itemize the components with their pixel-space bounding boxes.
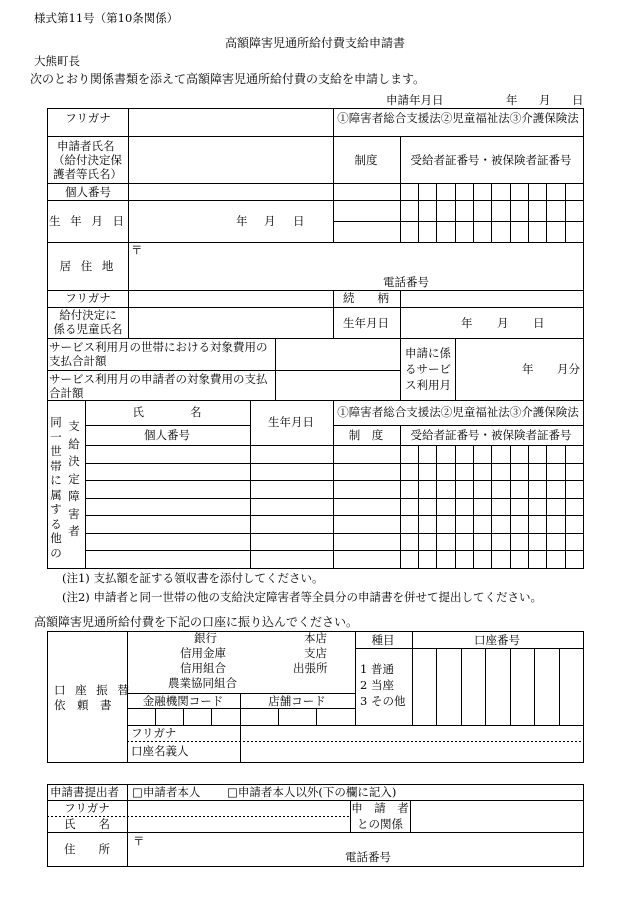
- submitter-option-other: □申請者本人以外(下の欄に記入): [227, 785, 397, 799]
- submitter-name-label: 氏 名: [64, 817, 110, 831]
- service-month-label-line3: ス利用月: [405, 378, 451, 392]
- household-personal-number-header: 個人番号: [144, 428, 190, 442]
- addressee: 大熊町長: [34, 54, 80, 68]
- submitter-phone-label: 電話番号: [345, 850, 391, 864]
- applicant-furigana-label: フリガナ: [65, 111, 111, 125]
- submitter-relation-label-line2: との関係: [357, 817, 403, 831]
- applicant-address-label: 居 住 地: [59, 259, 117, 273]
- application-date-day: 日: [572, 93, 584, 107]
- branch-code-label: 店舗コード: [268, 694, 326, 708]
- child-birth-month: 月: [497, 316, 509, 330]
- submitter-label: 申請書提出者: [50, 785, 119, 799]
- service-month-label-line2: るサービ: [405, 362, 451, 376]
- child-birth-day: 日: [533, 316, 545, 330]
- household-system-header: 制 度: [348, 428, 384, 442]
- child-relation-label: 続 柄: [343, 291, 389, 305]
- main-table-lines: [47, 108, 584, 569]
- submitter-furigana-label: フリガナ: [64, 801, 110, 815]
- branch-type-head-office: 本店: [304, 631, 327, 645]
- household-name-header: 氏 名: [132, 405, 202, 419]
- applicant-birth-day: 日: [293, 214, 305, 228]
- child-name-label-line2: 係る児童氏名: [53, 322, 123, 336]
- applicant-name-label-line3: 護者等氏名）: [53, 167, 122, 181]
- note-1: (注1) 支払額を証する領収書を添付してください。: [62, 571, 324, 585]
- applicant-total-label-line1: サービス利用月の申請者の対象費用の支払: [49, 372, 268, 386]
- institution-type-shinkin: 信用金庫: [180, 646, 226, 660]
- form-title: 高額障害児通所給付費支給申請書: [224, 36, 406, 50]
- household-side-label-left: 同一世帯に属する他の: [50, 415, 62, 560]
- submitter-postal-mark: 〒: [133, 834, 145, 848]
- household-certificate-header: 受給者証番号・被保険者証番号: [410, 428, 572, 442]
- institution-code-label: 金融機関コード: [142, 694, 224, 708]
- bank-instruction: 高額障害児通所給付費を下記の口座に振り込んでください。: [34, 615, 359, 629]
- account-type-label: 種目: [371, 633, 395, 647]
- service-month-label-line1: 申請に係: [405, 346, 451, 360]
- child-birth-date-label: 生年月日: [343, 316, 389, 330]
- bank-furigana-label: フリガナ: [131, 726, 177, 740]
- intro-text: 次のとおり関係書類を添えて高額障害児通所給付費の支給を申請します。: [30, 72, 426, 86]
- submitter-relation-label-line1: 申 請 者: [351, 801, 409, 815]
- service-month-year: 年: [522, 362, 534, 376]
- application-date-month: 月: [539, 93, 551, 107]
- account-type-other: 3 その他: [360, 694, 406, 708]
- applicant-name-label-line2: （給付決定保: [53, 153, 122, 167]
- institution-type-credit-union: 信用組合: [180, 661, 226, 675]
- form-number: 様式第11号（第10条関係）: [34, 11, 179, 25]
- child-name-label-line1: 給付決定に: [59, 308, 117, 322]
- applicant-name-label-line1: 申請者氏名: [57, 139, 115, 153]
- branch-type-sub-branch: 出張所: [293, 661, 328, 675]
- household-total-label-line2: 支払合計額: [49, 354, 107, 368]
- child-furigana-label: フリガナ: [65, 291, 111, 305]
- account-holder-label: 口座名義人: [131, 744, 189, 758]
- bank-section-label-line1: 口 座 振 替: [54, 683, 132, 697]
- account-type-checking: 2 当座: [360, 678, 394, 692]
- applicant-birth-month: 月: [264, 214, 276, 228]
- service-month-suffix: 月分: [557, 362, 580, 376]
- household-birth-date-header: 生年月日: [268, 415, 314, 429]
- applicant-phone-label: 電話番号: [383, 275, 429, 289]
- household-law-options: ①障害者総合支援法②児童福祉法③介護保険法: [337, 405, 579, 419]
- applicant-birth-year: 年: [236, 214, 248, 228]
- bank-section-label-line2: 依 頼 書: [54, 698, 112, 712]
- applicant-system-label: 制度: [354, 153, 378, 167]
- institution-type-agri-coop: 農業協同組合: [168, 676, 237, 690]
- institution-type-bank: 銀行: [194, 631, 217, 645]
- submitter-address-label: 住 所: [64, 842, 110, 856]
- applicant-personal-number-label: 個人番号: [65, 185, 111, 199]
- note-2: (注2) 申請者と同一世帯の他の支給決定障害者等全員分の申請書を併せて提出してください。: [62, 590, 542, 604]
- household-side-label-right: 支給決定障害者: [68, 419, 80, 538]
- applicant-birth-date-label: 生 年 月 日: [49, 214, 127, 228]
- applicant-total-label-line2: 合計額: [49, 386, 84, 400]
- applicant-postal-mark: 〒: [131, 243, 143, 257]
- applicant-law-options: ①障害者総合支援法②児童福祉法③介護保険法: [337, 111, 579, 125]
- child-birth-year: 年: [461, 316, 473, 330]
- submitter-option-self: □申請者本人: [132, 785, 201, 799]
- account-number-label: 口座番号: [474, 633, 520, 647]
- branch-type-branch: 支店: [304, 646, 327, 660]
- applicant-certificate-label: 受給者証番号・被保険者証番号: [410, 153, 572, 167]
- household-total-label-line1: サービス利用月の世帯における対象費用の: [49, 340, 268, 354]
- application-date-label: 申請年月日: [386, 93, 444, 107]
- account-type-ordinary: 1 普通: [360, 662, 394, 676]
- application-date-year: 年: [506, 93, 518, 107]
